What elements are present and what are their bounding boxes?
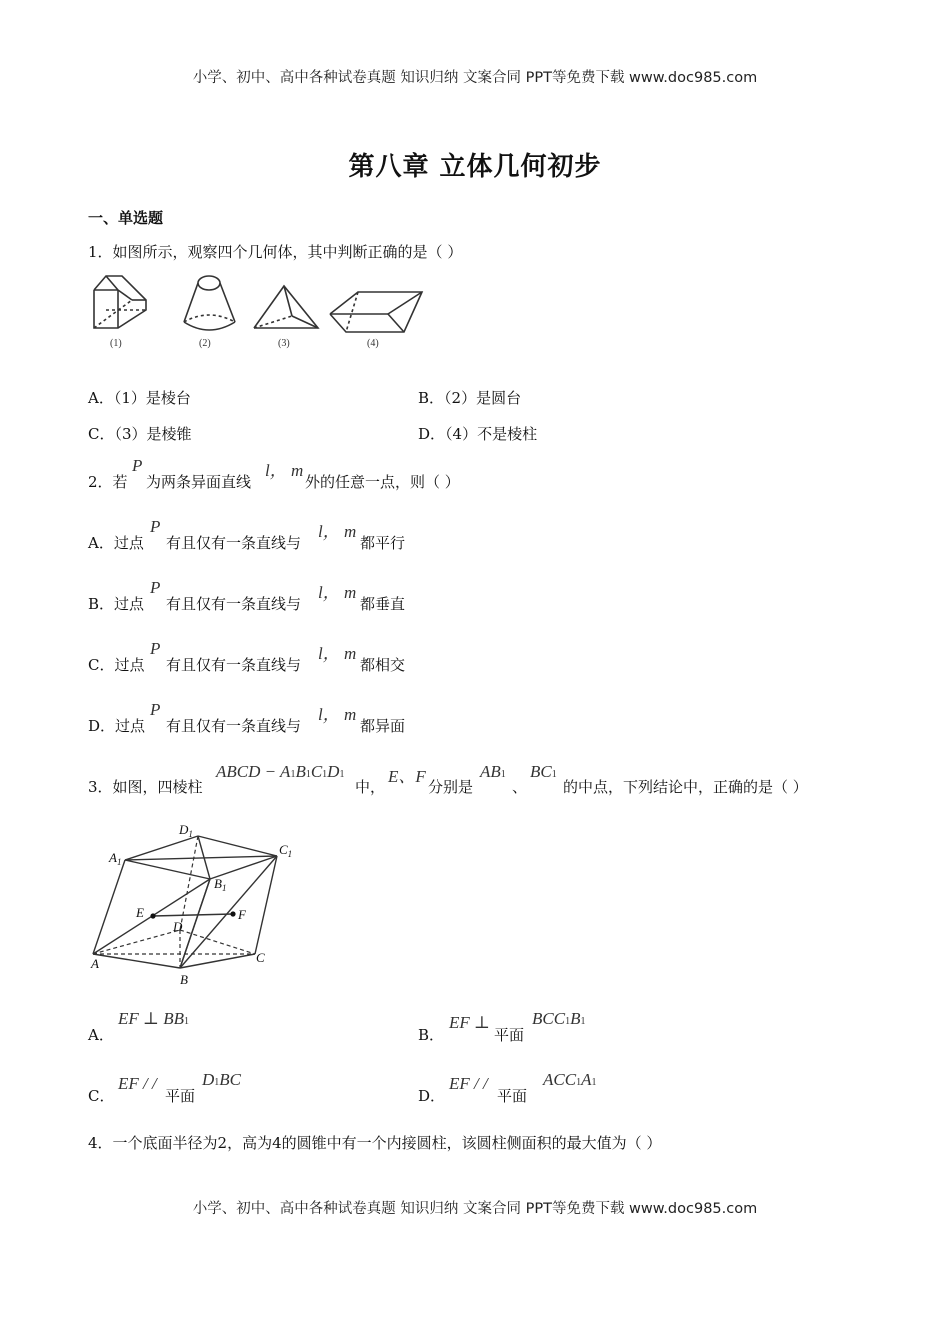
q3-point-f: [230, 911, 235, 916]
q1-fig-label-2: (2): [199, 338, 211, 349]
footer-banner: 小学、初中、高中各种试卷真题 知识归纳 文案合同 PPT等免费下载 www.doc985.com: [192, 1201, 758, 1217]
q3-option-b-plane-name: BCC1B1: [532, 1009, 586, 1028]
q2-option-a-mid: 有且仅有一条直线与: [166, 534, 302, 552]
q1-stem: 1．如图所示，观察四个几何体，其中判断正确的是（ ）: [88, 243, 463, 261]
q3-option-c-plane-name: D1BC: [202, 1070, 242, 1089]
q3-option-c-plane: 平面: [165, 1087, 196, 1105]
q2-option-c-prefix: C．过点: [88, 656, 145, 674]
q3-stem-d: 的中点，下列结论中，正确的是（ ）: [563, 778, 808, 796]
q3-option-c-label: C．: [88, 1087, 115, 1105]
q3-option-d-plane-name: ACC1A1: [543, 1070, 597, 1089]
q3-stem-b: 中，: [355, 778, 386, 796]
q3-option-d-math: EF / /: [449, 1074, 488, 1093]
q2-option-a-p: P: [150, 517, 161, 536]
q2-stem-b: 为两条异面直线: [146, 473, 252, 491]
section-heading: 一、单选题: [88, 209, 164, 227]
q2-option-d-suffix: 都异面: [360, 717, 406, 735]
q2-lines-lm: l， m: [265, 461, 304, 480]
q3-option-d-label: D．: [418, 1087, 446, 1105]
q1-figure: [86, 270, 431, 350]
q2-option-c-mid: 有且仅有一条直线与: [166, 656, 302, 674]
q3-label-d: D: [173, 919, 183, 934]
q2-option-c-suffix: 都相交: [360, 656, 406, 674]
q1-option-d: D．（4）不是棱柱: [418, 425, 538, 443]
q2-option-c-p: P: [150, 639, 161, 658]
q2-option-a-suffix: 都平行: [360, 534, 406, 552]
q3-label-d1: $D_1$: [179, 822, 193, 839]
q1-solid-4: [330, 292, 422, 332]
header-banner: 小学、初中、高中各种试卷真题 知识归纳 文案合同 PPT等免费下载 www.doc985.com: [192, 70, 758, 86]
q3-option-c-math: EF / /: [118, 1074, 157, 1093]
q1-fig-label-1: (1): [110, 338, 122, 349]
q3-option-b-label: B．: [418, 1026, 445, 1044]
q4-stem: 4．一个底面半径为2，高为4的圆锥中有一个内接圆柱，该圆柱侧面积的最大值为（ ）: [88, 1134, 662, 1152]
q3-stem-a: 3．如图，四棱柱: [88, 778, 203, 796]
q2-option-b-lm: l， m: [318, 583, 357, 602]
q2-option-b-p: P: [150, 578, 161, 597]
q3-label-b1: $B_1$: [214, 876, 227, 893]
q2-option-a-lm: l， m: [318, 522, 357, 541]
q3-option-b-math: EF ⊥: [449, 1013, 491, 1032]
q3-prism-name: ABCD − A1B1C1D1: [216, 762, 345, 781]
q3-option-d-plane: 平面: [497, 1087, 528, 1105]
q1-option-a: A．（1）是棱台: [88, 389, 191, 407]
q3-label-f: F: [238, 907, 246, 922]
q3-label-c: C: [256, 950, 265, 965]
q1-solid-1: [94, 276, 146, 328]
q3-sep: 、: [512, 778, 528, 796]
q2-stem-a: 2．若: [88, 473, 128, 491]
q3-segment-ab1: AB1: [480, 762, 506, 781]
q1-solid-2: [184, 276, 235, 330]
q2-option-a-prefix: A．过点: [88, 534, 144, 552]
q2-option-d-mid: 有且仅有一条直线与: [166, 717, 302, 735]
q2-point-p: P: [132, 456, 143, 475]
q1-option-b: B．（2）是圆台: [418, 389, 522, 407]
q2-option-b-prefix: B．过点: [88, 595, 145, 613]
q1-fig-label-3: (3): [278, 338, 290, 349]
q2-option-b-suffix: 都垂直: [360, 595, 406, 613]
q2-option-c-lm: l， m: [318, 644, 357, 663]
q1-solid-3: [254, 286, 318, 328]
q3-option-a-math: EF ⊥ BB1: [118, 1009, 190, 1028]
q3-label-a1: $A_1$: [109, 850, 122, 867]
q3-label-b: B: [180, 972, 188, 987]
q3-label-e: E: [136, 905, 144, 920]
q3-label-a: A: [91, 956, 99, 971]
q3-segment-bc1: BC1: [530, 762, 557, 781]
q2-stem-c: 外的任意一点，则（ ）: [305, 473, 460, 491]
q3-points-ef: E、F: [388, 767, 426, 786]
q1-fig-label-4: (4): [367, 338, 379, 349]
page-title: 第八章 立体几何初步: [348, 152, 602, 182]
q3-stem-c: 分别是: [428, 778, 474, 796]
q2-option-d-prefix: D．过点: [88, 717, 146, 735]
q2-option-d-lm: l， m: [318, 705, 357, 724]
q2-option-d-p: P: [150, 700, 161, 719]
q3-option-b-plane: 平面: [494, 1026, 525, 1044]
q2-option-b-mid: 有且仅有一条直线与: [166, 595, 302, 613]
q1-option-c: C．（3）是棱锥: [88, 425, 192, 443]
q3-point-e: [150, 913, 155, 918]
q3-option-a-label: A．: [88, 1026, 114, 1044]
q3-prism-figure: [85, 818, 310, 990]
q3-label-c1: $C_1$: [279, 842, 293, 859]
